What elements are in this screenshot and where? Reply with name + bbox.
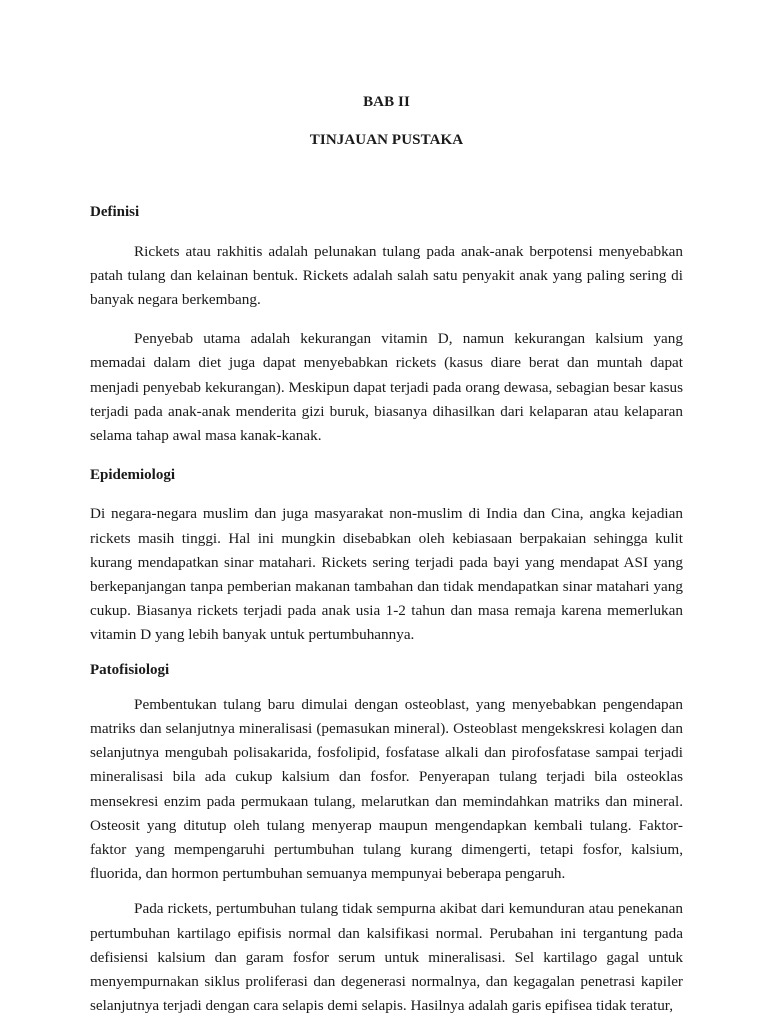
chapter-title: TINJAUAN PUSTAKA <box>309 132 464 149</box>
paragraph: Penyebab utama adalah kekurangan vitamin D, namun kekurangan kalsium yang memadai dalam diet juga dapat menyebabkan rickets (kasus diare berat dan muntah dapat menjadi penyebab kekurangan). Meskipun dapat terjadi pada orang dewasa, sebagian besar kasus terjadi pada anak-anak menderita gizi buruk, biasanya dihasilkan dari kelaparan atau kelaparan selama tahap awal masa kanak-kanak. <box>90 330 683 445</box>
page-content <box>90 90 683 1019</box>
paragraph: Di negara-negara muslim dan juga masyarakat non-muslim di India dan Cina, angka kejadian rickets masih tinggi. Hal ini mungkin disebabkan oleh kebiasaan berpakaian sehingga kulit kurang mendapatkan sinar matahari. Rickets sering terjadi pada bayi yang mendapat ASI yang berkepanjangan tanpa pemberian makanan tambahan dan tidak mendapatkan sinar matahari yang cukup. Biasanya rickets terjadi pada anak usia 1-2 tahun dan masa remaja karena memerlukan vitamin D yang lebih banyak untuk pertumbuhannya. <box>90 505 683 644</box>
section-heading-patofisiologi: Patofisiologi <box>90 661 170 678</box>
section-heading-epidemiologi: Epidemiologi <box>90 467 176 484</box>
section-heading-definisi: Definisi <box>90 204 140 221</box>
paragraph: Rickets atau rakhitis adalah pelunakan tulang pada anak-anak berpotensi menyebabkan patah tulang dan kelainan bentuk. Rickets adalah salah satu penyakit anak yang paling sering di banyak negara berkembang. <box>90 242 683 309</box>
paragraph: Pada rickets, pertumbuhan tulang tidak sempurna akibat dari kemunduran atau penekanan pertumbuhan kartilago epifisis normal dan kalsifikasi normal. Perubahan ini tergantung pada defisiensi kalsium dan garam fosfor serum untuk mineralisasi. Sel kartilago gagal untuk menyempurnakan siklus proliferasi dan degenerasi normalnya, dan kegagalan penetrasi kapiler selanjutnya terjadi dengan cara selapis demi selapis. Hasilnya adalah garis epifisea tidak teratur, <box>90 900 683 1015</box>
paragraph: Pembentukan tulang baru dimulai dengan osteoblast, yang menyebabkan pengendapan matriks dan selanjutnya mineralisasi (pemasukan mineral). Osteoblast mengekskresi kolagen dan selanjutnya mengubah polisakarida, fosfolipid, fosfatase alkali dan pirofosfatase sampai terjadi mineralisasi bila ada cukup kalsium dan fosfor. Penyerapan tulang terjadi bila osteoklas mensekresi enzim pada permukaan tulang, melarutkan dan memindahkan matriks dan mineral. Osteosit yang ditutup oleh tulang menyerap maupun mengendapkan kembali tulang. Faktor-faktor yang mempengaruhi pertumbuhan tulang kurang dimengerti, tetapi fosfor, kalsium, fluorida, dan hormon pertumbuhan semuanya mempunyai beberapa pengaruh. <box>90 695 683 883</box>
chapter-number: BAB II <box>363 94 410 110</box>
